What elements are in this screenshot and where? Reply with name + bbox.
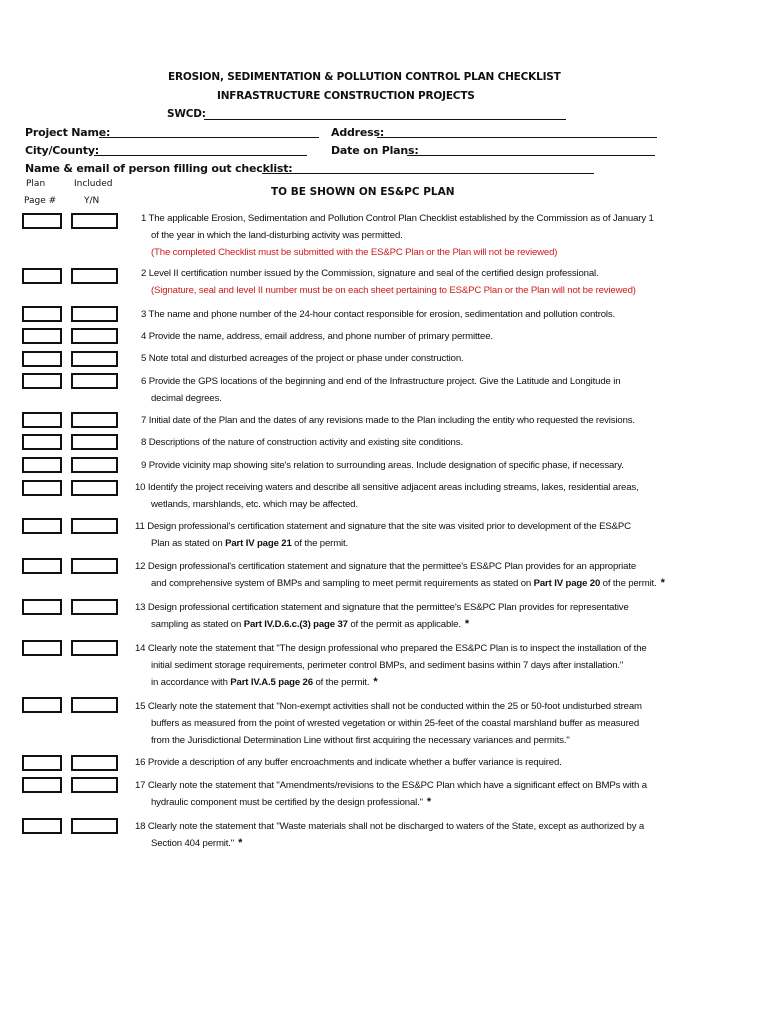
- project-name-field[interactable]: [99, 137, 319, 138]
- included-box-1[interactable]: [71, 213, 118, 229]
- checklist-item-5: 5 Note total and disturbed acreages of the project or phase under construction.: [141, 353, 464, 364]
- plan-page-box-12[interactable]: [22, 558, 62, 574]
- address-field[interactable]: [377, 137, 657, 138]
- name-email-label: Name & email of person filling out checklist:: [25, 162, 293, 175]
- checklist-item-9: 9 Provide vicinity map showing site's relation to surrounding areas. Include designation of specific phase, if necessary.: [141, 460, 624, 471]
- checklist-item-16: 16 Provide a description of any buffer encroachments and indicate whether a buffer variance is required.: [135, 757, 562, 768]
- checklist-item-1: 1 The applicable Erosion, Sedimentation and Pollution Control Plan Checklist established by the Commission as of January 1 of the year in which the land-disturbing activity was permitted. (The completed Checklist must be submitted with the ES&PC Plan or the Plan will not be reviewed): [141, 210, 681, 261]
- included-box-6[interactable]: [71, 373, 118, 389]
- plan-page-box-3[interactable]: [22, 306, 62, 322]
- checklist-item-10: 10 Identify the project receiving waters and describe all sensitive adjacent areas including streams, lakes, residential areas, wetlands, marshlands, etc. which may be affected.: [135, 482, 639, 510]
- city-county-field[interactable]: [94, 155, 307, 156]
- checklist-item-14: 14 Clearly note the statement that "The design professional who prepared the ES&PC Plan is to inspect the installation of the initial sediment storage requirements, perimeter control BMPs, and sediment basins within 7 days after installation." in accordance with Part IV.A.5 page 26 of the permit. *: [135, 643, 647, 688]
- plan-page-box-15[interactable]: [22, 697, 62, 713]
- plan-page-box-16[interactable]: [22, 755, 62, 771]
- included-box-15[interactable]: [71, 697, 118, 713]
- date-on-plans-label: Date on Plans:: [331, 144, 419, 157]
- included-box-12[interactable]: [71, 558, 118, 574]
- checklist-item-15: 15 Clearly note the statement that "Non-exempt activities shall not be conducted within the 25 or 50-foot undisturbed stream buffers as measured from the point of wrested vegetation or within 25-feet of the coastal marshland buffer as measured from the Jurisdictional Determination Line without first acquiring the necessary variances and permits.": [135, 701, 642, 746]
- included-box-18[interactable]: [71, 818, 118, 834]
- included-box-11[interactable]: [71, 518, 118, 534]
- checklist-item-7: 7 Initial date of the Plan and the dates of any revisions made to the Plan including the entity who requested the revisions.: [141, 415, 635, 426]
- city-county-label: City/County:: [25, 144, 100, 157]
- plan-page-box-7[interactable]: [22, 412, 62, 428]
- plan-page-box-5[interactable]: [22, 351, 62, 367]
- included-column-header: Included: [74, 179, 113, 189]
- checklist-item-6: 6 Provide the GPS locations of the beginning and end of the Infrastructure project. Give the Latitude and Longitude in decimal degrees.: [141, 376, 621, 404]
- section-title: TO BE SHOWN ON ES&PC PLAN: [271, 186, 455, 198]
- plan-page-box-11[interactable]: [22, 518, 62, 534]
- item-note: (Signature, seal and level II number must be on each sheet pertaining to ES&PC Plan or the Plan will not be reviewed): [151, 285, 636, 296]
- plan-page-box-8[interactable]: [22, 434, 62, 450]
- included-box-4[interactable]: [71, 328, 118, 344]
- yn-column-header: Y/N: [84, 196, 100, 206]
- included-box-7[interactable]: [71, 412, 118, 428]
- plan-page-box-17[interactable]: [22, 777, 62, 793]
- page-column-header: Page #: [24, 196, 57, 206]
- checklist-item-12: 12 Design professional's certification statement and signature that the permittee's ES&PC Plan provides for an appropriate and comprehensive system of BMPs and sampling to meet permit requirements as stated on Part IV page 20 of the permit. *: [135, 561, 665, 589]
- item-number: 1: [141, 213, 147, 224]
- included-box-9[interactable]: [71, 457, 118, 473]
- checklist-item-11: 11 Design professional's certification statement and signature that the site was visited prior to development of the ES&PC Plan as stated on Part IV page 21 of the permit.: [135, 521, 631, 549]
- plan-page-box-4[interactable]: [22, 328, 62, 344]
- included-box-5[interactable]: [71, 351, 118, 367]
- plan-page-box-18[interactable]: [22, 818, 62, 834]
- included-box-16[interactable]: [71, 755, 118, 771]
- swcd-label: SWCD:: [167, 108, 206, 120]
- swcd-field[interactable]: [204, 119, 566, 120]
- plan-page-box-2[interactable]: [22, 268, 62, 284]
- checklist-item-2: 2 Level II certification number issued by the Commission, signature and seal of the certified design professional. (Signature, seal and level II number must be on each sheet pertaining to ES&PC Plan or the Plan will not be reviewed): [141, 265, 681, 299]
- plan-page-box-13[interactable]: [22, 599, 62, 615]
- included-box-13[interactable]: [71, 599, 118, 615]
- name-email-field[interactable]: [262, 173, 594, 174]
- plan-page-box-6[interactable]: [22, 373, 62, 389]
- document-subtitle: INFRASTRUCTURE CONSTRUCTION PROJECTS: [217, 90, 475, 102]
- included-box-10[interactable]: [71, 480, 118, 496]
- plan-column-header: Plan: [26, 179, 46, 189]
- checklist-item-4: 4 Provide the name, address, email address, and phone number of primary permittee.: [141, 331, 493, 342]
- plan-page-box-14[interactable]: [22, 640, 62, 656]
- address-label: Address:: [331, 126, 385, 139]
- date-on-plans-field[interactable]: [407, 155, 655, 156]
- checklist-item-13: 13 Design professional certification statement and signature that the permittee's ES&PC Plan provides for representative sampling as stated on Part IV.D.6.c.(3) page 37 of the permit as applicable. *: [135, 602, 629, 630]
- item-note: (The completed Checklist must be submitted with the ES&PC Plan or the Plan will not be reviewed): [151, 247, 558, 258]
- plan-page-box-10[interactable]: [22, 480, 62, 496]
- included-box-2[interactable]: [71, 268, 118, 284]
- plan-page-box-1[interactable]: [22, 213, 62, 229]
- included-box-3[interactable]: [71, 306, 118, 322]
- project-name-label: Project Name:: [25, 126, 111, 139]
- document-title: EROSION, SEDIMENTATION & POLLUTION CONTROL PLAN CHECKLIST: [168, 71, 561, 83]
- included-box-17[interactable]: [71, 777, 118, 793]
- checklist-item-8: 8 Descriptions of the nature of construction activity and existing site conditions.: [141, 437, 463, 448]
- included-box-8[interactable]: [71, 434, 118, 450]
- plan-page-box-9[interactable]: [22, 457, 62, 473]
- checklist-item-18: 18 Clearly note the statement that "Waste materials shall not be discharged to waters of the State, except as authorized by a Section 404 permit." *: [135, 821, 645, 849]
- checklist-item-17: 17 Clearly note the statement that "Amendments/revisions to the ES&PC Plan which have a significant effect on BMPs with a hydraulic component must be certified by the design professional." *: [135, 780, 647, 808]
- included-box-14[interactable]: [71, 640, 118, 656]
- checklist-item-3: 3 The name and phone number of the 24-hour contact responsible for erosion, sedimentation and pollution controls.: [141, 309, 616, 320]
